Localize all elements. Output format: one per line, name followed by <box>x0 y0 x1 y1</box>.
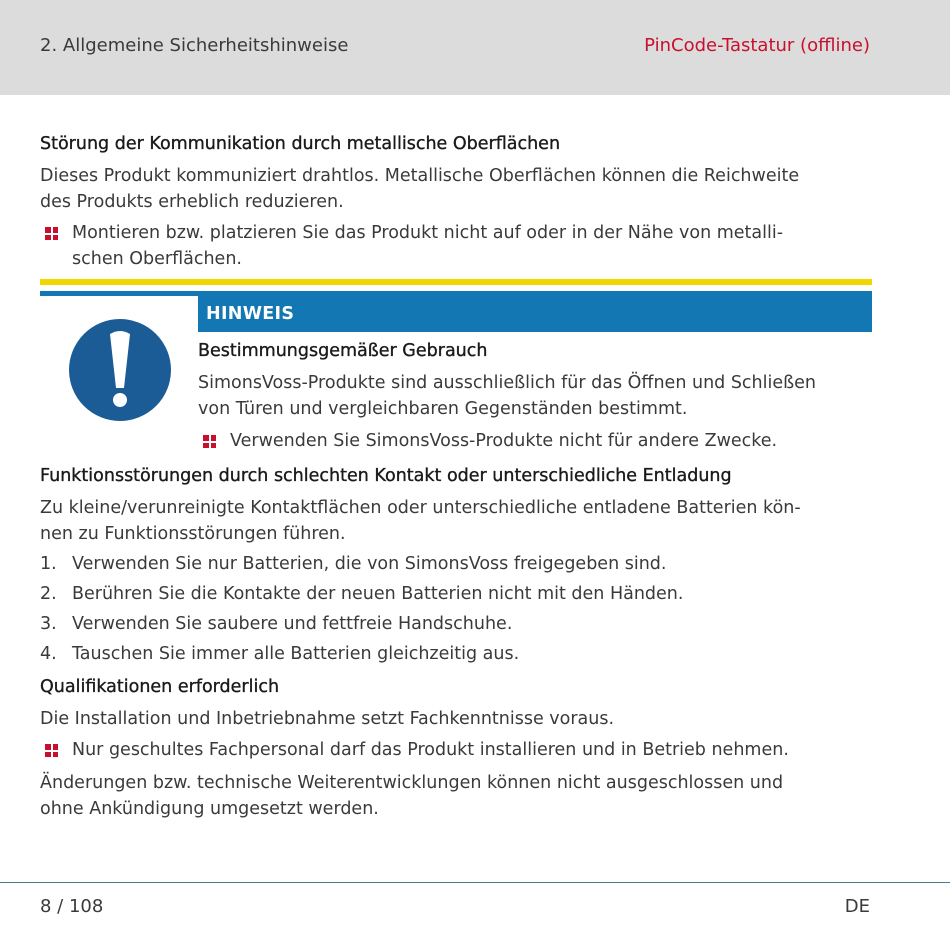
paragraph-line: des Produkts erheblich reduzieren. <box>40 192 344 212</box>
product-title: PinCode-Tastatur (offline) <box>644 35 870 56</box>
bullet-square-icon <box>203 435 216 448</box>
notice-label: HINWEIS <box>198 296 872 332</box>
bullet-item-metal <box>40 220 872 272</box>
page-content <box>40 134 872 822</box>
notice-box <box>40 296 872 464</box>
list-number: 3. <box>40 614 57 634</box>
notice-paragraph <box>198 370 872 422</box>
language-code: DE <box>844 896 870 917</box>
list-number: 1. <box>40 554 57 574</box>
bullet-text: Montieren bzw. platzieren Sie das Produkt nicht auf oder in der Nähe von metalli- <box>72 223 784 243</box>
page-number: 8 / 108 <box>40 896 104 917</box>
bullet-text: Verwenden Sie SimonsVoss-Produkte nicht für andere Zwecke. <box>230 431 778 451</box>
list-item <box>40 611 872 637</box>
list-text: Tauschen Sie immer alle Batterien gleichzeitig aus. <box>72 644 520 664</box>
paragraph-wireless <box>40 163 872 215</box>
bullet-square-icon <box>45 744 58 757</box>
notice-body <box>198 296 872 454</box>
paragraph-line: Dieses Produkt kommuniziert drahtlos. Metallische Oberflächen können die Reichweite <box>40 166 800 186</box>
bullet-text: schen Oberflächen. <box>72 249 242 269</box>
exclamation-circle-icon <box>64 314 176 426</box>
list-item <box>40 581 872 607</box>
list-text: Verwenden Sie saubere und fettfreie Handschuhe. <box>72 614 513 634</box>
paragraph-qualification: Die Installation und Inbetriebnahme setzt Fachkenntnisse voraus. <box>40 709 615 729</box>
page-header <box>0 0 950 95</box>
bullet-square-icon <box>45 227 58 240</box>
list-item <box>40 551 872 577</box>
notice-yellow-rule <box>40 279 872 285</box>
list-text: Berühren Sie die Kontakte der neuen Batterien nicht mit den Händen. <box>72 584 684 604</box>
paragraph-line: ohne Ankündigung umgesetzt werden. <box>40 799 379 819</box>
footer-divider <box>0 882 950 883</box>
section-title: 2. Allgemeine Sicherheitshinweise <box>40 35 349 56</box>
paragraph-line: Zu kleine/verunreinigte Kontaktflächen oder unterschiedliche entladene Batterien kön- <box>40 498 801 518</box>
list-number: 4. <box>40 644 57 664</box>
bullet-item-personnel <box>40 737 872 763</box>
list-item <box>40 641 872 667</box>
paragraph-line: SimonsVoss-Produkte sind ausschließlich für das Öffnen und Schließen <box>198 373 817 393</box>
paragraph-line: von Türen und vergleichbaren Gegenständen bestimmt. <box>198 399 688 419</box>
bullet-item-usage <box>198 428 872 454</box>
paragraph-changes <box>40 770 872 822</box>
section-heading-qualification: Qualifikationen erforderlich <box>40 677 280 697</box>
paragraph-line: nen zu Funktionsstörungen führen. <box>40 524 346 544</box>
paragraph-line: Änderungen bzw. technische Weiterentwicklungen können nicht ausgeschlossen und <box>40 773 784 793</box>
list-number: 2. <box>40 584 57 604</box>
list-text: Verwenden Sie nur Batterien, die von SimonsVoss freigegeben sind. <box>72 554 667 574</box>
notice-heading: Bestimmungsgemäßer Gebrauch <box>198 341 488 361</box>
section-heading-metal: Störung der Kommunikation durch metallische Oberflächen <box>40 134 561 154</box>
numbered-list <box>40 551 872 667</box>
paragraph-contact <box>40 495 872 547</box>
bullet-text: Nur geschultes Fachpersonal darf das Produkt installieren und in Betrieb nehmen. <box>72 740 789 760</box>
section-heading-contact: Funktionsstörungen durch schlechten Kontakt oder unterschiedliche Entladung <box>40 466 732 486</box>
